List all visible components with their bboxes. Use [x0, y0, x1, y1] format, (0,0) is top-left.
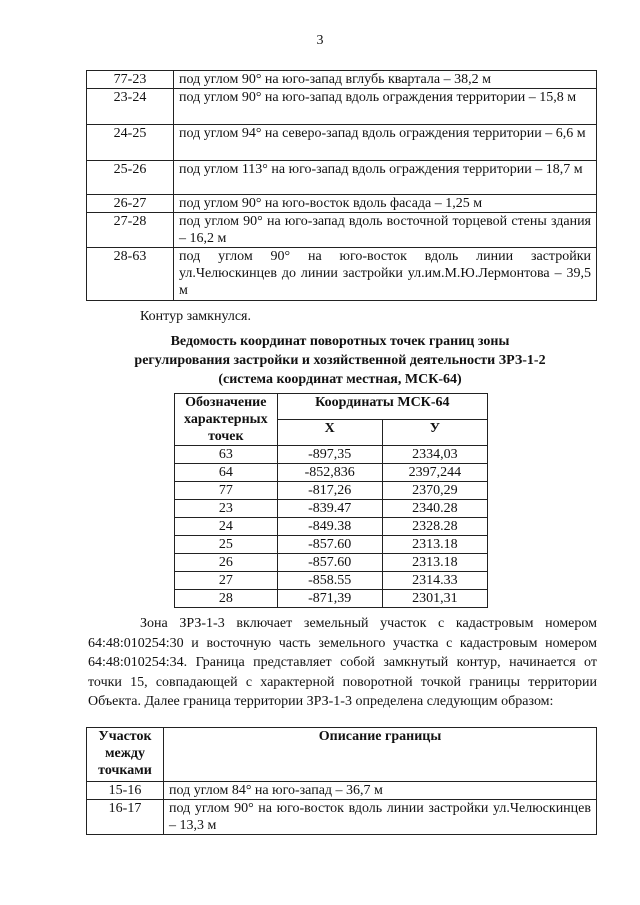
table-row: [87, 71, 597, 89]
segment-cell: 28-63: [87, 248, 174, 301]
y-cell: 2397,244: [382, 464, 487, 482]
y-cell: 2314.33: [382, 572, 487, 590]
segment-cell: 23-24: [87, 89, 174, 125]
boundary-description-table-zrz-1-2: [86, 70, 597, 301]
table-row: [87, 89, 597, 125]
x-cell: -871,39: [277, 590, 382, 608]
header-y: У: [382, 420, 487, 446]
table-row: [175, 446, 488, 464]
x-cell: -852,836: [277, 464, 382, 482]
y-cell: 2328.28: [382, 518, 487, 536]
description-cell: под углом 94° на северо-запад вдоль ограждения территории – 6,6 м: [174, 125, 597, 161]
x-cell: -857.60: [277, 554, 382, 572]
point-cell: 23: [175, 500, 278, 518]
y-cell: 2301,31: [382, 590, 487, 608]
header-segment: Участок между точками: [87, 728, 164, 782]
y-cell: 2313.18: [382, 554, 487, 572]
description-cell: под углом 90° на юго-восток вдоль линии застройки ул.Челюскинцев – 13,3 м: [164, 800, 597, 835]
y-cell: 2370,29: [382, 482, 487, 500]
segment-cell: 26-27: [87, 195, 174, 213]
point-cell: 63: [175, 446, 278, 464]
x-cell: -897,35: [277, 446, 382, 464]
x-cell: -839.47: [277, 500, 382, 518]
table-row: [175, 590, 488, 608]
x-cell: -817,26: [277, 482, 382, 500]
table-row: [175, 518, 488, 536]
description-cell: под углом 90° на юго-запад вдоль ограждения территории – 15,8 м: [174, 89, 597, 125]
x-cell: -849.38: [277, 518, 382, 536]
point-cell: 28: [175, 590, 278, 608]
heading-line: регулирования застройки и хозяйственной деятельности ЗРЗ-1-2: [134, 353, 546, 368]
table-row: [87, 125, 597, 161]
table-row: [87, 213, 597, 248]
table-row: [87, 800, 597, 835]
x-cell: -857.60: [277, 536, 382, 554]
description-cell: под углом 90° на юго-восток вдоль фасада – 1,25 м: [174, 195, 597, 213]
table-header-row: [175, 394, 488, 420]
table-row: [175, 536, 488, 554]
table-row: [87, 195, 597, 213]
segment-cell: 77-23: [87, 71, 174, 89]
description-cell: под углом 90° на юго-запад вглубь квартала – 38,2 м: [174, 71, 597, 89]
point-cell: 64: [175, 464, 278, 482]
table-row: [87, 161, 597, 195]
y-cell: 2340.28: [382, 500, 487, 518]
description-cell: под углом 90° на юго-восток вдоль линии застройки ул.Челюскинцев до линии застройки ул.им.М.Ю.Лермонтова – 39,5 м: [174, 248, 597, 301]
description-cell: под углом 113° на юго-запад вдоль ограждения территории – 18,7 м: [174, 161, 597, 195]
heading-line: Ведомость координат поворотных точек границ зоны: [170, 334, 510, 349]
header-points: Обозначение характерных точек: [175, 394, 278, 446]
table-row: [175, 464, 488, 482]
segment-cell: 27-28: [87, 213, 174, 248]
header-description: Описание границы: [164, 728, 597, 782]
table-row: [175, 482, 488, 500]
zone-description-paragraph: Зона ЗРЗ-1-3 включает земельный участок с кадастровым номером 64:48:010254:30 и восточную часть земельного участка с кадастровым номером 64:48:010254:34. Граница представляет собой замкнутый контур, начинается от точки 15, совпадающей с характерной поворотной точкой границы территории Объекта. Далее граница территории ЗРЗ-1-3 определена следующим образом:: [88, 616, 597, 709]
table-header-row: [87, 728, 597, 782]
description-cell: под углом 84° на юго-запад – 36,7 м: [164, 782, 597, 800]
segment-cell: 24-25: [87, 125, 174, 161]
point-cell: 24: [175, 518, 278, 536]
table-row: [87, 782, 597, 800]
point-cell: 27: [175, 572, 278, 590]
y-cell: 2334,03: [382, 446, 487, 464]
page-number: 3: [316, 33, 324, 48]
boundary-description-table-zrz-1-3: [86, 727, 597, 835]
description-cell: под углом 90° на юго-запад вдоль восточной торцевой стены здания – 16,2 м: [174, 213, 597, 248]
segment-cell: 16-17: [87, 800, 164, 835]
point-cell: 26: [175, 554, 278, 572]
table-row: [87, 248, 597, 301]
heading-line: (система координат местная, МСК-64): [218, 372, 462, 387]
section-heading: [90, 332, 590, 389]
header-coordinates: Координаты МСК-64: [277, 394, 487, 420]
segment-cell: 25-26: [87, 161, 174, 195]
x-cell: -858.55: [277, 572, 382, 590]
segment-cell: 15-16: [87, 782, 164, 800]
coordinates-table: [174, 393, 488, 608]
table-row: [175, 554, 488, 572]
header-x: X: [277, 420, 382, 446]
contour-closed-text: Контур замкнулся.: [140, 309, 251, 324]
table-row: [175, 500, 488, 518]
table-row: [175, 572, 488, 590]
y-cell: 2313.18: [382, 536, 487, 554]
point-cell: 77: [175, 482, 278, 500]
point-cell: 25: [175, 536, 278, 554]
